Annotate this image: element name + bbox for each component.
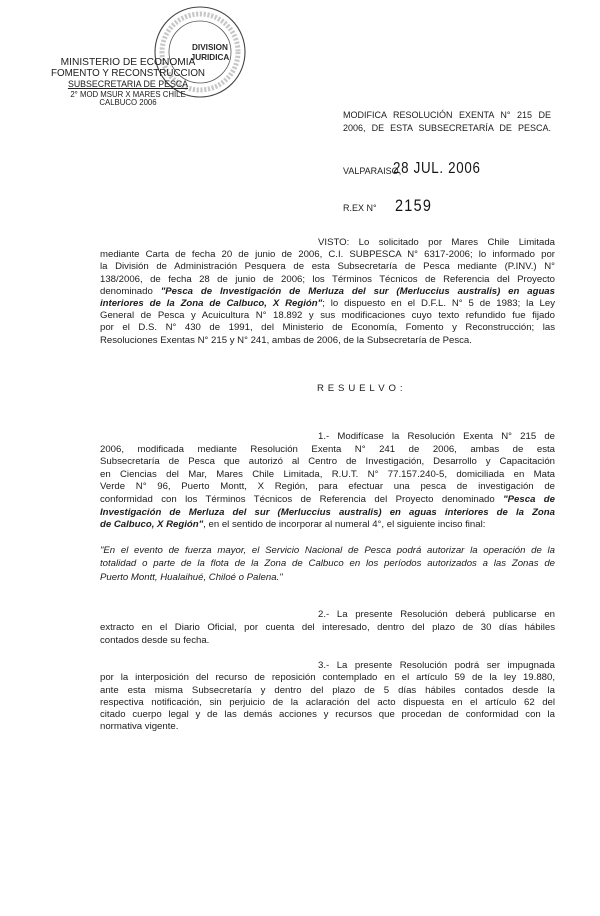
ministry-header xyxy=(38,57,218,107)
text-run: ; lo dispuesto en el D.F.L. N° 5 de 1983; la Ley xyxy=(322,298,556,310)
text-run: totalidad o parte de la flota de la Zona de Calbuco en los períodos autorizados a las Zonas de xyxy=(100,558,555,570)
item-3-line xyxy=(100,685,555,697)
item-1-line xyxy=(100,507,555,520)
visto-line xyxy=(100,298,555,310)
resolution-item-3 xyxy=(100,660,555,734)
ministry-subtitle: FOMENTO Y RECONSTRUCCION xyxy=(50,68,206,79)
visto-paragraph xyxy=(100,237,555,347)
item-1-line xyxy=(100,456,555,469)
text-run: en Ciencias del Mar, Mares Chile Limitada, R.U.T. N° 77.157.240-5, domiciliada en Mata xyxy=(100,468,555,480)
text-run: normativa vigente. xyxy=(100,721,179,733)
item-3-line xyxy=(100,721,555,733)
emphasis-run: de Calbuco, X Región" xyxy=(100,519,204,531)
item-1-line xyxy=(100,431,555,444)
resuelvo-heading: R E S U E L V O : xyxy=(317,383,404,394)
item-3-line xyxy=(100,709,555,721)
item-3-line xyxy=(100,697,555,709)
text-run: Subsecretaría de Pesca que autorizó al Centro de Investigación, Desarrollo y Capacitación xyxy=(100,456,555,468)
emphasis-run: interiores de la Zona de Calbuco, X Región" xyxy=(100,298,323,310)
item-3-line xyxy=(100,672,555,684)
text-run: conformidad con los Términos Técnicos de Referencia del Proyecto denominado xyxy=(100,493,504,505)
ministry-name: MINISTERIO DE ECONOMIA xyxy=(60,57,196,68)
visto-line xyxy=(100,237,555,249)
text-run: extracto en el Diario Oficial, por cuenta del interesado, dentro del plazo de 30 días hábiles xyxy=(100,622,555,633)
place-label: VALPARAISO, xyxy=(343,166,402,176)
text-run: Resoluciones Exentas N° 215 y N° 241, ambas de 2006, de la Subsecretaría de Pesca. xyxy=(100,334,472,346)
stamp-text-line: JURIDICA xyxy=(190,53,230,62)
title-line xyxy=(343,122,551,135)
stamp-text-line: DIVISION xyxy=(192,43,228,52)
text-run: denominado xyxy=(100,285,161,297)
item-2-line xyxy=(100,608,555,621)
text-run: citado cuerpo legal y de las demás acciones y recursos que procedan de conformidad con la xyxy=(100,709,555,721)
item-1-line xyxy=(100,494,555,507)
text-run: la División de Administración Pesquera de esta Subsecretaría de Pesca mediante (P.INV.) N° xyxy=(100,261,555,273)
text-run: Verde N° 96, Puerto Montt, X Región, para efectuar una pesca de investigación de xyxy=(100,481,555,493)
item-2-line xyxy=(100,634,555,647)
visto-line xyxy=(100,249,555,261)
resolution-number-stamp: 2159 xyxy=(395,196,433,215)
quoted-inciso xyxy=(100,544,555,584)
emphasis-run: "Pesca de xyxy=(503,493,555,505)
visto-line xyxy=(100,335,555,347)
text-run: ante esta misma Subsecretaría y dentro del plazo de 5 días hábiles contados desde la xyxy=(100,684,555,696)
title-line xyxy=(343,109,551,122)
text-run: 1.- Modifícase la Resolución Exenta N° 215 de xyxy=(318,431,555,442)
quote-line xyxy=(100,557,555,570)
item-3-line xyxy=(100,660,555,672)
text-run: por el D.S. N° 430 de 1991, del Ministerio de Economía, Fomento y Reconstrucción; las xyxy=(100,322,555,334)
text-run: MODIFICA RESOLUCIÓN EXENTA N° 215 DE xyxy=(343,110,551,120)
text-run: 2006, modificada mediante Resolución Exenta N° 241 de 2006, ambas de esta xyxy=(100,443,555,455)
document-title xyxy=(343,109,551,135)
text-run: por la interposición del recurso de reposición contemplado en el artículo 59 de la ley 19.880, xyxy=(100,672,555,684)
item-1-line xyxy=(100,519,555,532)
reference-code: 2° MOD MSUR X MARES CHILE xyxy=(70,90,186,99)
text-run: 138/2006, de fecha 28 de junio de 2006; los Términos Técnicos de Referencia del Proyecto xyxy=(100,273,555,285)
text-run: 2006, DE ESTA SUBSECRETARÍA DE PESCA. xyxy=(343,123,551,133)
quote-line xyxy=(100,571,555,584)
emphasis-run: "Pesca de Investigación de Merluza del sur (Merluccius australis) en aguas xyxy=(160,285,555,297)
text-run: , en el sentido de incorporar al numeral 4°, el siguiente inciso final: xyxy=(203,519,486,531)
text-run: VISTO: Lo solicitado por Mares Chile Limitada xyxy=(318,237,555,248)
item-1-line xyxy=(100,444,555,457)
visto-line xyxy=(100,310,555,322)
text-run: mediante Carta de fecha 20 de junio de 2006, C.I. SUBPESCA N° 6317-2006; lo informado por xyxy=(100,249,555,261)
item-2-line xyxy=(100,621,555,634)
visto-line xyxy=(100,286,555,298)
item-1-line xyxy=(100,469,555,482)
date-stamp: 28 JUL. 2006 xyxy=(393,160,481,177)
text-run: 2.- La presente Resolución deberá publicarse en xyxy=(318,609,555,620)
reference-place: CALBUCO 2006 xyxy=(99,98,157,107)
text-run: Puerto Montt, Hualaihué, Chiloé o Palena." xyxy=(100,571,283,583)
resolution-number-label: R.EX N° xyxy=(343,203,377,213)
text-run: General de Pesca y Acuicultura N° 18.892 y sus modificaciones cuyo texto refundido fue fijado xyxy=(100,310,555,322)
text-run: "En el evento de fuerza mayor, el Servicio Nacional de Pesca podrá autorizar la operación de la xyxy=(100,545,555,556)
subsecretaria-name: SUBSECRETARIA DE PESCA xyxy=(67,79,189,89)
visto-line xyxy=(100,322,555,334)
resolution-item-2 xyxy=(100,608,555,647)
emphasis-run: Investigación de Merluza del sur (Merluccius australis) en aguas interiores de la Zona xyxy=(100,506,555,518)
visto-line xyxy=(100,261,555,273)
text-run: 3.- La presente Resolución podrá ser impugnada xyxy=(318,660,555,671)
resolution-item-1 xyxy=(100,431,555,532)
visto-line xyxy=(100,274,555,286)
text-run: respectiva notificación, sin perjuicio de la aclaración del acto dispuesta en el artículo 62 del xyxy=(100,696,555,708)
text-run: contados desde su fecha. xyxy=(100,635,210,646)
quote-line xyxy=(100,544,555,557)
item-1-line xyxy=(100,481,555,494)
